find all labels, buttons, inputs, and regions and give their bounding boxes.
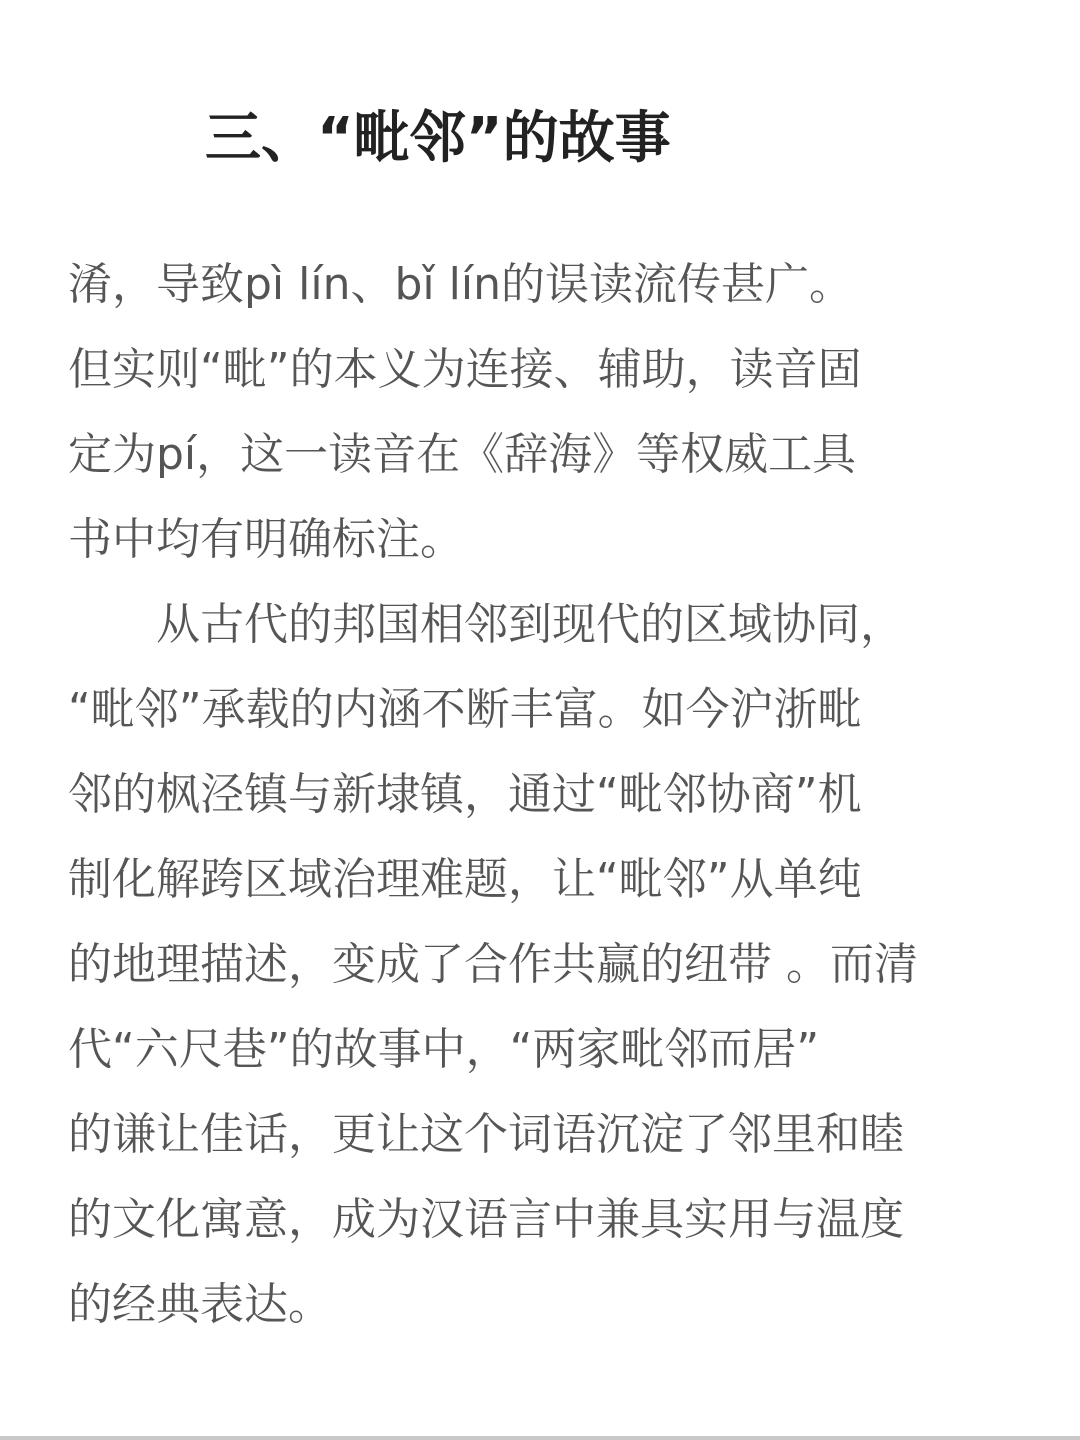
text-line: 邻的枫泾镇与新埭镇，通过“毗邻协商”机	[68, 769, 862, 820]
text-line: 的地理描述，变成了合作共赢的纽带 。而清	[68, 939, 918, 990]
text-line: 但实则“毗”的本义为连接、辅助，读音固	[68, 344, 862, 395]
text-line: 淆，导致pì lín、bǐ lín的误读流传甚广。	[68, 259, 853, 310]
text-line: 的谦让佳话，更让这个词语沉淀了邻里和睦	[68, 1109, 904, 1160]
bottom-divider	[0, 1436, 1080, 1440]
text-line: “毗邻”承载的内涵不断丰富。如今沪浙毗	[68, 684, 862, 735]
text-line: 的文化寓意，成为汉语言中兼具实用与温度	[68, 1194, 904, 1245]
text-line: 从古代的邦国相邻到现代的区域协同，	[68, 599, 904, 650]
text-line: 制化解跨区域治理难题，让“毗邻”从单纯	[68, 854, 862, 905]
text-line: 的经典表达。	[68, 1279, 332, 1330]
section-title: 三、“毗邻”的故事	[205, 106, 671, 171]
article-body	[68, 242, 1068, 1347]
text-line: 代“六尺巷”的故事中，“两家毗邻而居”	[68, 1024, 820, 1075]
text-line: 书中均有明确标注。	[68, 514, 464, 565]
text-line: 定为pí，这一读音在《辞海》等权威工具	[68, 429, 857, 480]
